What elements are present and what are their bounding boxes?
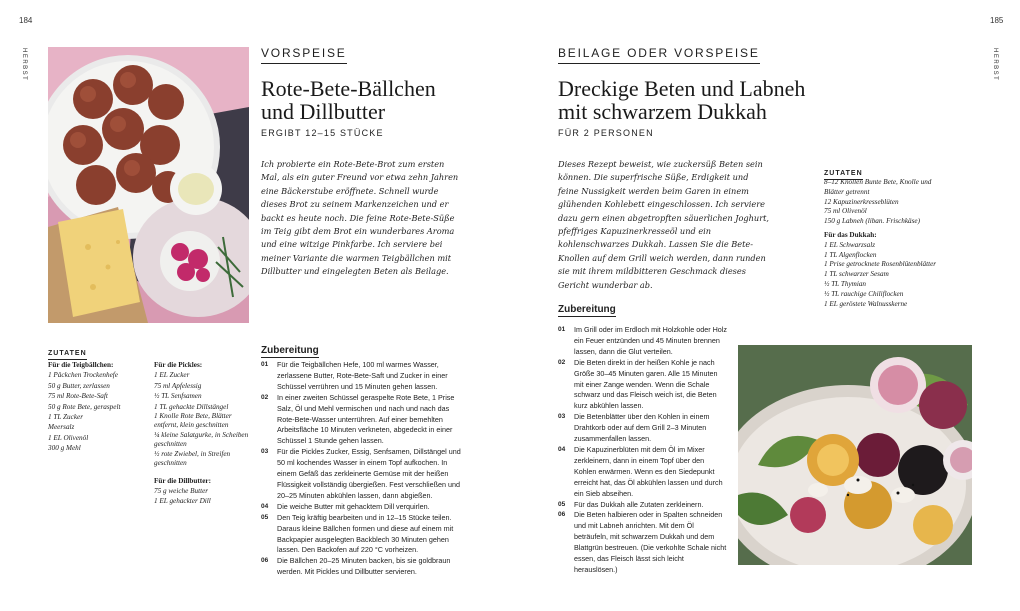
step-number: 04 (558, 445, 566, 453)
step-number: 05 (261, 513, 269, 521)
method-step (261, 393, 463, 448)
ingredients-right (824, 178, 944, 309)
zubereitung-heading: Zubereitung (261, 345, 319, 356)
method-heading-right (558, 297, 616, 317)
section-label-right: BEILAGE ODER VORSPEISE (558, 46, 760, 64)
step-text: Die Betenblätter über den Kohlen in einem Drahtkorb oder auf dem Grill 2–3 Minuten zusammenfallen lassen. (574, 412, 710, 444)
method-steps-left (261, 360, 463, 578)
ingredient-item: 1 TL Zucker (48, 413, 84, 422)
step-number: 06 (558, 511, 566, 519)
step-text: Die Bällchen 20–25 Minuten backen, bis sie goldbraun werden. Mit Pickles und Dillbutter servieren. (277, 556, 451, 577)
ingredient-item: 1 TL Algenflocken (824, 250, 877, 259)
step-text: Die Kapuzinerblüten mit dem Öl im Mixer zerkleinern, dann in einem Topf über den Kohlen erwärmen. Wenn es den Siedepunkt erreicht hat, das Öl abkühlen lassen und durch ein Sieb abseihen. (574, 444, 723, 498)
method-step (261, 513, 463, 557)
recipe-title-right (558, 77, 828, 123)
step-text: Die Beten halbieren oder in Spalten schneiden und mit Labneh anrichten. Mit dem Öl beträufeln, mit schwarzem Dukkah und dem Blattgrün bestreuen. (Die verkohlte Schale nicht essen, das Fleisch lässt sich leicht herauslösen.) (574, 510, 727, 574)
zubereitung-heading: Zubereitung (558, 304, 616, 315)
ingredient-item: 1 TL gehackte Dillstängel (154, 402, 229, 411)
step-text: Für die Pickles Zucker, Essig, Senfsamen, Dillstängel und 50 ml kochendes Wasser in einem Topf aufkochen. In einem Gefäß das zerkleinerte Gemüse mit der heißen Flüssigkeit vollständig übergießen. Fest verschließen und 20–25 Minuten abkühlen lassen, dann abgießen. (277, 447, 461, 500)
serving-info-right: FÜR 2 PERSONEN (558, 128, 654, 138)
method-step (558, 445, 728, 500)
ingredients-heading-right (824, 160, 863, 180)
zutaten-heading: ZUTATEN (48, 350, 87, 360)
step-number: 01 (261, 361, 269, 368)
ingredient-item: 1 EL Zucker (154, 371, 190, 380)
title-line: mit schwarzem Dukkah (558, 99, 767, 124)
zutaten-heading: ZUTATEN (824, 170, 863, 180)
ingredient-item: ½ TL Thymian (824, 279, 867, 288)
serving-info-left: ERGIBT 12–15 STÜCKE (261, 128, 384, 138)
method-step (261, 360, 463, 393)
ingredient-item: 1 EL gehackter Dill (154, 497, 211, 506)
ingredient-item: 75 ml Apfelessig (154, 381, 202, 390)
ingredients-heading-left (48, 340, 87, 360)
ingredient-item: 1 EL Schwarzsalz (824, 240, 875, 249)
step-text: Den Teig kräftig bearbeiten und in 12–15 Stücke teilen. Daraus kleine Bällchen formen und diese auf einem mit Backpapier ausgelegten Backblech 30 Minuten gehen lassen. Den Backofen auf 220 °C vorheizen. (277, 512, 454, 555)
ingredient-item: ¼ kleine Salatgurke, in Scheiben geschnitten (154, 431, 249, 448)
step-text: Die weiche Butter mit gehacktem Dill verquirlen. (277, 501, 430, 511)
ingredient-group-title: Für die Dillbutter: (154, 476, 211, 485)
ingredient-group-title: Für das Dukkah: (824, 230, 877, 239)
ingredient-item: 8–12 Knollen Bunte Bete, Knolle und Blätter getrennt (824, 178, 932, 196)
method-step (261, 502, 463, 513)
ingredient-item: 75 ml Rote-Bete-Saft (48, 392, 108, 401)
step-text: In einer zweiten Schüssel geraspelte Rote Bete, 1 Prise Salz, Öl und Mehl vermischen und nach und nach das Rote-Bete-Wasser unterrühren. Auf einer bemehlten Arbeitsfläche 10 Minuten verkneten, abgedeckt in einer Schüssel 1 Stunde gehen lassen. (277, 392, 455, 446)
step-number: 05 (558, 500, 566, 508)
step-number: 04 (261, 502, 269, 510)
method-step (558, 325, 728, 358)
method-step (558, 500, 728, 511)
ingredient-item: 300 g Mehl (48, 444, 81, 453)
step-text: Im Grill oder im Erdloch mit Holzkohle oder Holz ein Feuer entzünden und 45 Minuten brennen lassen, dann die Glut verteilen. (574, 325, 727, 356)
method-step (261, 556, 463, 578)
page-number-left: 184 (19, 16, 33, 25)
method-step (261, 447, 463, 502)
intro-text-left: Ich probierte ein Rote-Bete-Brot zum ersten Mal, als ein guter Freund vor etwa zehn Jahren eine Bäckerstube eröffnete. Schnell wurde dieses Brot zu seinem Markenzeichen und er backt es heute noch. Die feine Rote-Bete-Süße im Teig gibt dem Brot ein wunderbares Aroma und eine witzige Pinkfarbe. Ich serviere bei meiner Variante die warmen Teigbällchen mit Dillbutter und eingelegten Beten als Beilage. (261, 159, 459, 277)
ingredient-item: 50 g Rote Bete, geraspelt (48, 402, 121, 411)
ingredient-item: ½ rote Zwiebel, in Streifen geschnitten (154, 450, 231, 467)
ingredient-item: 150 g Labneh (liban. Frischkäse) (824, 217, 921, 226)
step-number: 02 (261, 393, 269, 401)
method-steps-right (558, 325, 728, 576)
page-number-right: 185 (990, 16, 1004, 25)
side-label-left: HERBST (21, 48, 27, 82)
method-step (558, 510, 728, 575)
ingredient-item: 1 Prise getrocknete Rosenblütenblätter (824, 260, 937, 269)
ingredient-item: ½ TL Senfsamen (154, 392, 202, 401)
step-number: 02 (558, 358, 566, 366)
section-label-left: VORSPEISE (261, 46, 347, 64)
step-text: Für die Teigbällchen Hefe, 100 ml warmes Wasser, zerlassene Butter, Rote-Bete-Saft und Zucker in einer Schüssel verrühren und 15 Minuten gehen lassen. (277, 360, 448, 391)
photo-beet-salad (738, 345, 972, 565)
ingredient-item: 1 Päckchen Trockenhefe (48, 371, 118, 380)
ingredient-item: 1 Knolle Rote Bete, Blätter entfernt, klein geschnitten (154, 412, 232, 429)
ingredient-item: 1 EL Olivenöl (48, 433, 89, 442)
recipe-title-left (261, 77, 501, 123)
ingredient-item: 12 Kapuzinerkresseblüten (824, 197, 899, 206)
ingredient-item: 1 EL geröstete Walnusskerne (824, 299, 908, 308)
photo-beet-buns (48, 47, 249, 323)
method-heading-left (261, 338, 319, 358)
ingredient-group-title: Für die Pickles: (154, 361, 203, 369)
intro-text-right: Dieses Rezept beweist, wie zuckersüß Beten sein können. Die superfrische Süße, Erdigkeit und feine Nussigkeit werden beim Garen in einem glühenden Kohlebett eingeschlossen. Ich serviere dazu gern einen abgetropften säuerlichen Joghurt, pfeffriges Kapuzinerkresseöl und ein kohlenschwarzes Dukkah. Lassen Sie die Bete-Knollen auf dem Grill weich werden, dann runden sie mit ihrem mildbitteren Geschmack dieses Gericht wunderbar ab. (558, 159, 770, 290)
ingredient-item: Meersalz (48, 423, 75, 432)
ingredient-item: ½ TL rauchige Chiliflocken (824, 289, 904, 298)
step-number: 06 (261, 557, 269, 565)
ingredients-col-1 (48, 358, 148, 454)
method-step (558, 358, 728, 413)
ingredient-item: 75 ml Olivenöl (824, 207, 867, 216)
ingredient-group-title: Für die Teigbällchen: (48, 361, 114, 369)
ingredients-col-2 (154, 358, 252, 507)
step-text: Für das Dukkah alle Zutaten zerkleinern. (574, 499, 704, 509)
step-text: Die Beten direkt in der heißen Kohle je nach Größe 30–45 Minuten garen. Alle 15 Minuten mit einer Zange wenden. Wenn die Schale schwarz und das Fleisch weich ist, die Beten kurz abkühlen lassen. (574, 357, 718, 411)
title-line: und Dillbutter (261, 99, 386, 124)
side-label-right: HERBST (992, 48, 998, 82)
ingredient-item: 50 g Butter, zerlassen (48, 381, 110, 390)
title-line: Dreckige Beten und Labneh (558, 76, 806, 101)
title-line: Rote-Bete-Bällchen (261, 76, 436, 101)
step-number: 01 (558, 326, 566, 333)
step-number: 03 (558, 413, 566, 421)
step-number: 03 (261, 448, 269, 456)
method-step (558, 412, 728, 445)
ingredient-item: 1 TL schwarzer Sesam (824, 270, 889, 279)
ingredient-item: 75 g weiche Butter (154, 487, 209, 495)
